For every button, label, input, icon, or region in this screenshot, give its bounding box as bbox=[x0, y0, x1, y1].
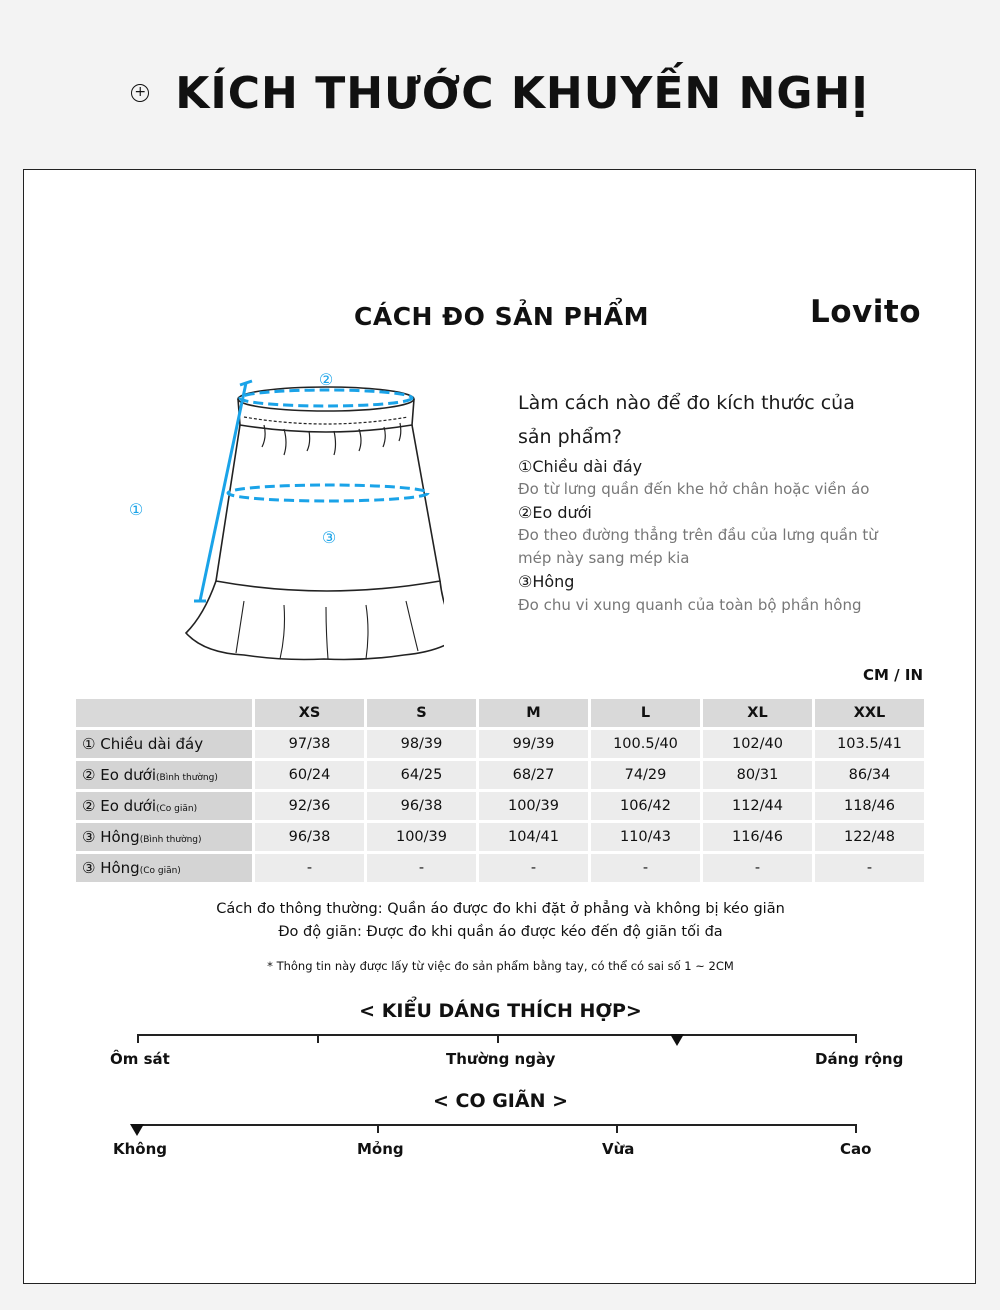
skirt-body bbox=[216, 425, 440, 591]
table-cell: 100/39 bbox=[479, 792, 588, 820]
table-cell: - bbox=[703, 854, 812, 882]
stretch-label-none: Không bbox=[113, 1140, 168, 1158]
table-cell: 122/48 bbox=[815, 823, 924, 851]
table-cell: 118/46 bbox=[815, 792, 924, 820]
skirt-diagram bbox=[94, 365, 444, 665]
fit-scale-title: < KIỂU DÁNG THÍCH HỢP> bbox=[359, 1000, 642, 1022]
stretch-tick bbox=[855, 1124, 857, 1133]
size-l: L bbox=[591, 699, 700, 727]
measure-desc-length: Đo từ lưng quần đến khe hở chân hoặc viền áo bbox=[518, 480, 870, 498]
corner-cell bbox=[76, 699, 252, 727]
table-cell: 97/38 bbox=[255, 730, 364, 758]
page-title: KÍCH THƯỚC KHUYẾN NGHỊ bbox=[175, 67, 869, 119]
table-cell: 68/27 bbox=[479, 761, 588, 789]
stretch-label-high: Cao bbox=[840, 1140, 872, 1158]
table-cell: 99/39 bbox=[479, 730, 588, 758]
table-row bbox=[76, 730, 924, 758]
table-cell: 74/29 bbox=[591, 761, 700, 789]
stretch-selected-marker bbox=[130, 1124, 144, 1136]
table-row bbox=[76, 823, 924, 851]
hip-measure-line bbox=[228, 485, 428, 501]
row-label: ① Chiều dài đáy bbox=[76, 730, 252, 758]
howto-heading bbox=[518, 386, 938, 454]
unit-label: CM / IN bbox=[863, 666, 923, 684]
stretch-label-medium: Vừa bbox=[602, 1140, 635, 1158]
fit-tick bbox=[497, 1034, 499, 1043]
fit-selected-marker bbox=[670, 1034, 684, 1046]
table-cell: 102/40 bbox=[703, 730, 812, 758]
note-stretch: Đo độ giãn: Được đo khi quần áo được kéo đến độ giãn tối đa bbox=[278, 924, 723, 940]
fit-label-loose: Dáng rộng bbox=[815, 1050, 904, 1068]
note-normal: Cách đo thông thường: Quần áo được đo khi đặt ở phẳng và không bị kéo giãn bbox=[216, 901, 785, 917]
table-cell: 86/34 bbox=[815, 761, 924, 789]
row-label: ② Eo dưới(Co giãn) bbox=[76, 792, 252, 820]
table-row bbox=[76, 761, 924, 789]
table-cell: - bbox=[591, 854, 700, 882]
table-cell: 116/46 bbox=[703, 823, 812, 851]
table-cell: 104/41 bbox=[479, 823, 588, 851]
size-xl: XL bbox=[703, 699, 812, 727]
table-cell: - bbox=[255, 854, 364, 882]
measure-item-hip: ③Hông bbox=[518, 572, 575, 591]
table-cell: 64/25 bbox=[367, 761, 476, 789]
row-label: ② Eo dưới(Bình thường) bbox=[76, 761, 252, 789]
table-cell: 106/42 bbox=[591, 792, 700, 820]
brand-logo: Lovito bbox=[810, 294, 922, 330]
table-cell: 80/31 bbox=[703, 761, 812, 789]
stretch-tick bbox=[616, 1124, 618, 1133]
stretch-tick bbox=[377, 1124, 379, 1133]
plus-circle-icon: + bbox=[131, 84, 149, 102]
howto-line-1: Làm cách nào để đo kích thước của bbox=[518, 392, 855, 414]
waist-measure-line bbox=[240, 390, 412, 406]
size-header-row bbox=[76, 699, 924, 727]
label-waist: ② bbox=[318, 370, 334, 389]
table-cell: 100.5/40 bbox=[591, 730, 700, 758]
table-cell: - bbox=[479, 854, 588, 882]
table-cell: 100/39 bbox=[367, 823, 476, 851]
size-xxl: XXL bbox=[815, 699, 924, 727]
measure-item-waist: ②Eo dưới bbox=[518, 503, 592, 522]
page-header bbox=[0, 58, 1000, 128]
fit-label-tight: Ôm sát bbox=[110, 1050, 170, 1068]
size-s: S bbox=[367, 699, 476, 727]
size-table bbox=[73, 696, 927, 885]
fit-tick bbox=[855, 1034, 857, 1043]
stretch-scale-title: < CO GIÃN > bbox=[432, 1090, 569, 1112]
table-cell: - bbox=[815, 854, 924, 882]
fit-tick bbox=[317, 1034, 319, 1043]
stretch-scale-line bbox=[137, 1124, 857, 1126]
measure-desc-hip: Đo chu vi xung quanh của toàn bộ phần hông bbox=[518, 596, 862, 614]
size-guide-card bbox=[23, 169, 976, 1284]
table-row bbox=[76, 792, 924, 820]
table-row bbox=[76, 854, 924, 882]
note-disclaimer: * Thông tin này được lấy từ việc đo sản phẩm bằng tay, có thể có sai số 1 ~ 2CM bbox=[267, 959, 734, 973]
length-measure-line bbox=[200, 383, 246, 601]
table-cell: 110/43 bbox=[591, 823, 700, 851]
table-cell: 112/44 bbox=[703, 792, 812, 820]
size-xs: XS bbox=[255, 699, 364, 727]
row-label: ③ Hông(Bình thường) bbox=[76, 823, 252, 851]
label-hip: ③ bbox=[321, 528, 337, 547]
skirt-ruffle bbox=[186, 581, 444, 660]
label-length: ① bbox=[128, 500, 144, 519]
howto-line-2: sản phẩm? bbox=[518, 426, 622, 448]
table-cell: 98/39 bbox=[367, 730, 476, 758]
measure-desc-waist: Đo theo đường thẳng trên đầu của lưng quần từ mép này sang mép kia bbox=[518, 526, 878, 567]
fit-tick bbox=[137, 1034, 139, 1043]
table-cell: 103.5/41 bbox=[815, 730, 924, 758]
size-m: M bbox=[479, 699, 588, 727]
stretch-label-thin: Mỏng bbox=[357, 1140, 404, 1158]
table-cell: - bbox=[367, 854, 476, 882]
measure-title: CÁCH ĐO SẢN PHẨM bbox=[354, 302, 650, 331]
table-cell: 92/36 bbox=[255, 792, 364, 820]
table-cell: 96/38 bbox=[367, 792, 476, 820]
fit-label-regular: Thường ngày bbox=[446, 1050, 556, 1068]
row-label: ③ Hông(Co giãn) bbox=[76, 854, 252, 882]
table-cell: 96/38 bbox=[255, 823, 364, 851]
table-cell: 60/24 bbox=[255, 761, 364, 789]
measure-item-length: ①Chiều dài đáy bbox=[518, 457, 643, 476]
